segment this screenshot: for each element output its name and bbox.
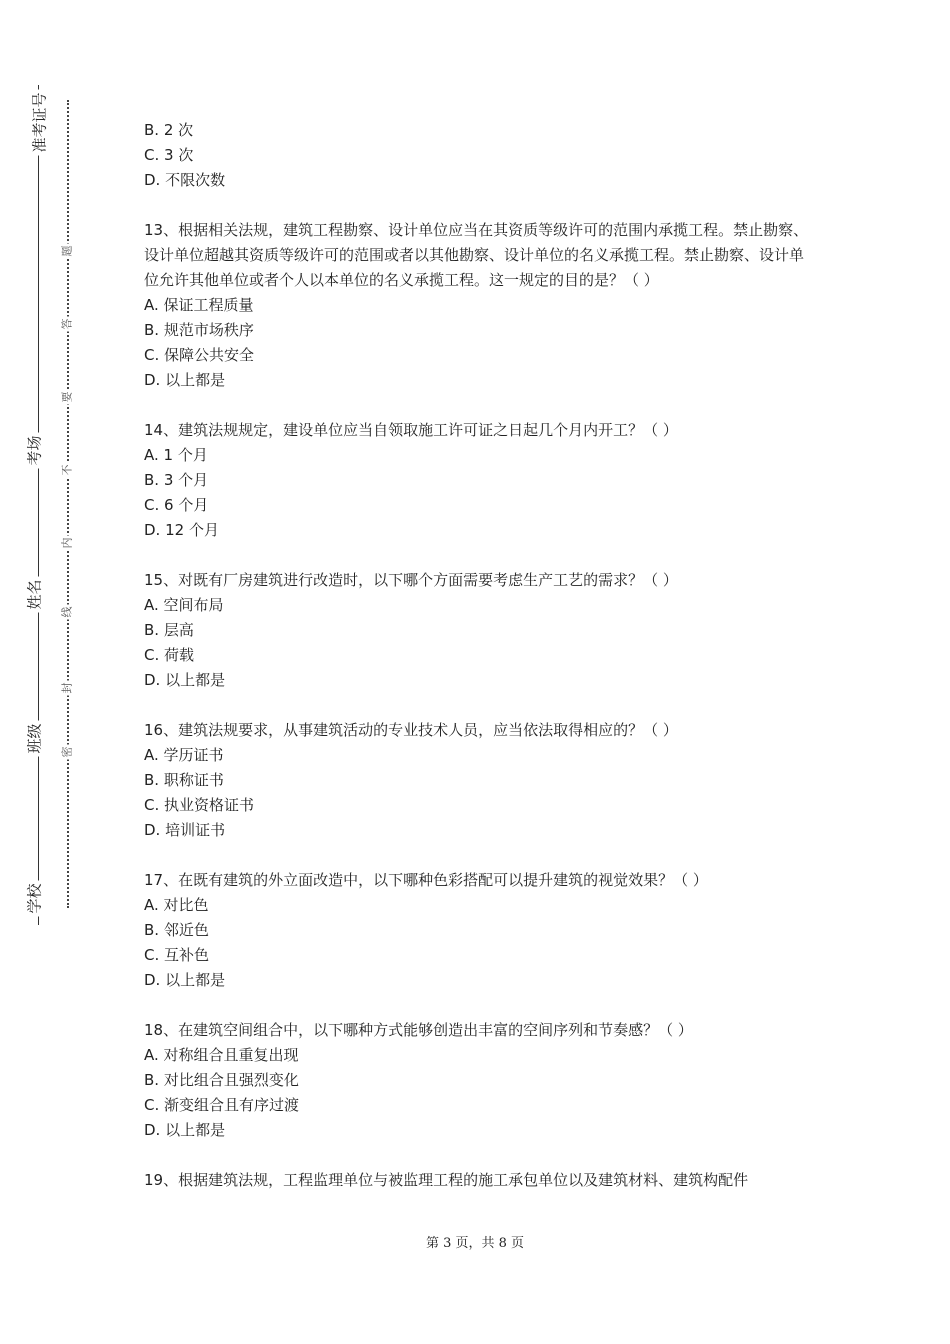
option: A. 对称组合且重复出现	[144, 1046, 299, 1064]
option: C. 荷载	[144, 646, 195, 664]
field-name: 姓名	[24, 576, 45, 612]
question-18	[144, 1018, 814, 1143]
option: A. 对比色	[144, 896, 209, 914]
option: D. 以上都是	[144, 371, 226, 389]
option: A. 学历证书	[144, 746, 224, 764]
option: D. 以上都是	[144, 971, 226, 989]
question-text: 18、在建筑空间组合中，以下哪种方式能够创造出丰富的空间序列和节奏感？（ ）	[144, 1021, 693, 1039]
field-exam-room: 考场	[24, 432, 45, 468]
option: A. 空间布局	[144, 596, 224, 614]
field-exam-number: 准考证号	[29, 89, 50, 155]
binding-margin	[0, 0, 110, 1344]
option: C. 3 次	[144, 146, 194, 164]
option: C. 互补色	[144, 946, 210, 964]
option: B. 层高	[144, 621, 194, 639]
page-number: 第 3 页，共 8 页	[425, 1236, 525, 1251]
option: A. 1 个月	[144, 446, 208, 464]
option: B. 3 个月	[144, 471, 209, 489]
option: D. 不限次数	[144, 171, 226, 189]
seal-char: 题	[60, 245, 74, 257]
question-content	[144, 118, 814, 1193]
option: D. 以上都是	[144, 1121, 226, 1139]
field-class: 班级	[24, 720, 45, 756]
question-text: 16、建筑法规要求，从事建筑活动的专业技术人员，应当依法取得相应的？（ ）	[144, 721, 678, 739]
question-13	[144, 218, 814, 393]
question-text: 15、对既有厂房建筑进行改造时，以下哪个方面需要考虑生产工艺的需求？（ ）	[144, 571, 678, 589]
question-15	[144, 568, 814, 693]
seal-char: 要	[60, 391, 74, 403]
seal-char: 内	[60, 537, 74, 549]
seal-char: 不	[60, 464, 74, 476]
option: C. 保障公共安全	[144, 346, 255, 364]
option: C. 执业资格证书	[144, 796, 255, 814]
question-14	[144, 418, 814, 543]
question-19-text: 19、根据建筑法规，工程监理单位与被监理工程的施工承包单位以及建筑材料、建筑构配件	[144, 1171, 749, 1189]
seal-char: 封	[60, 682, 74, 694]
question-text: 17、在既有建筑的外立面改造中，以下哪种色彩搭配可以提升建筑的视觉效果？（ ）	[144, 871, 708, 889]
seal-char: 线	[60, 606, 74, 618]
field-school: 学校	[24, 880, 45, 916]
option: D. 以上都是	[144, 671, 226, 689]
leading-options	[144, 118, 814, 193]
question-17	[144, 868, 814, 993]
binding-solid-line	[38, 85, 39, 925]
seal-char: 密	[60, 746, 74, 758]
option: B. 规范市场秩序	[144, 321, 254, 339]
option: C. 6 个月	[144, 496, 209, 514]
option: B. 职称证书	[144, 771, 224, 789]
option: A. 保证工程质量	[144, 296, 254, 314]
question-text: 13、根据相关法规，建筑工程勘察、设计单位应当在其资质等级许可的范围内承揽工程。禁止勘察、设计单位超越其资质等级许可的范围或者以其他勘察、设计单位的名义承揽工程。禁止勘察、设计单位允许其他单位或者个人以本单位的名义承揽工程。这一规定的目的是？（ ）	[144, 221, 809, 289]
question-text: 14、建筑法规规定，建设单位应当自领取施工许可证之日起几个月内开工？（ ）	[144, 421, 678, 439]
option: B. 对比组合且强烈变化	[144, 1071, 299, 1089]
option: D. 培训证书	[144, 821, 226, 839]
option: B. 2 次	[144, 121, 194, 139]
seal-dotted-line	[67, 100, 69, 908]
seal-char: 答	[60, 318, 74, 330]
option: C. 渐变组合且有序过渡	[144, 1096, 300, 1114]
question-16	[144, 718, 814, 843]
option: B. 邻近色	[144, 921, 209, 939]
option: D. 12 个月	[144, 521, 219, 539]
